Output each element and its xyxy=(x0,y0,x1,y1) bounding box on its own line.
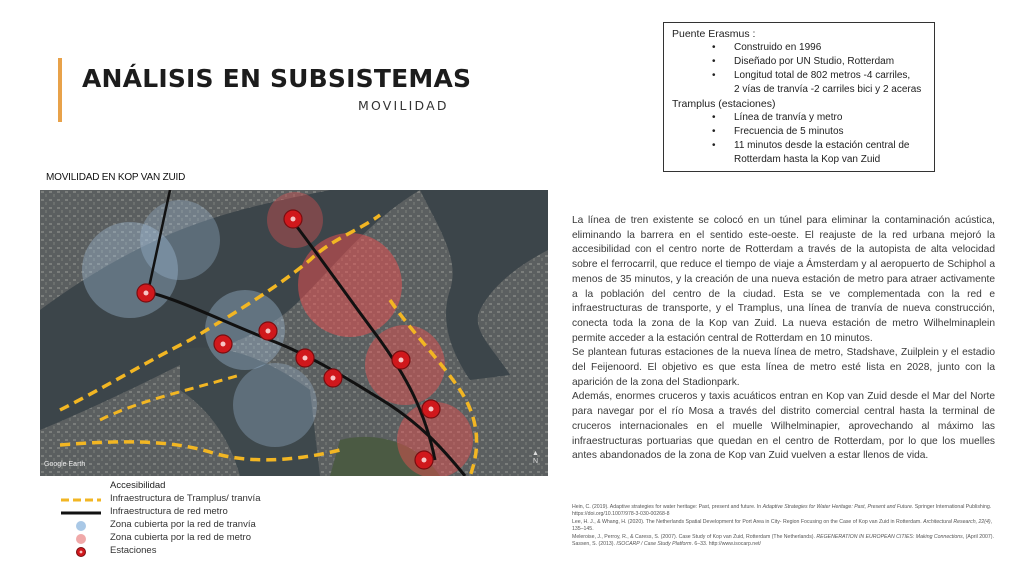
tramplus-list xyxy=(672,111,926,167)
title-accent-bar xyxy=(58,58,62,122)
station-marker-center xyxy=(144,291,149,296)
map-label: MOVILIDAD EN KOP VAN ZUID xyxy=(46,172,186,183)
aerial-map xyxy=(40,190,548,476)
station-marker-center xyxy=(331,376,336,381)
reference-item: Lee, H. J., & Whang, H. (2020). The Netherlands Spatial Development for Port Area in City- Region Focusing on the Case of Kop van Zuid in Rotterdam. Architectural Research, 22(4), 135–145. xyxy=(572,518,993,533)
body-paragraph: Además, enormes cruceros y taxis acuáticos entran en Kop van Zuid desde el Mar del Norte para navegar por el río Mosa a través del distrito comercial central hasta la terminal de cruceros internacionales en el muelle Wilhelminapier, aprovechando al máximo las infraestructuras portuarias que quedan en el centro de Rotterdam, por lo que los muelles antes abandonados de la zona de Kop van Zuid vuelven a estar llenos de vida. xyxy=(572,391,995,462)
legend-label: Zona cubierta por la red de metro xyxy=(110,532,251,543)
list-item-continuation: 2 vías de tranvía -2 carriles bici y 2 aceras xyxy=(734,84,922,95)
references xyxy=(572,504,997,548)
map-attribution: Google Earth xyxy=(44,461,86,468)
legend-label: Estaciones xyxy=(110,545,157,556)
station-marker-center xyxy=(303,356,308,361)
erasmus-list xyxy=(672,41,926,97)
body-text xyxy=(572,214,995,464)
tramplus-title: Tramplus (estaciones) xyxy=(672,98,776,110)
station-marker-center xyxy=(266,329,271,334)
list-item-continuation: Rotterdam hasta la Kop van Zuid xyxy=(734,154,881,165)
station-marker-center xyxy=(291,217,296,222)
legend-item-metro-line xyxy=(60,506,300,519)
list-item: • Frecuencia de 5 minutos xyxy=(672,125,926,139)
list-item: • Construido en 1996 xyxy=(672,41,926,55)
legend-item-stations xyxy=(60,545,300,558)
station-marker-center xyxy=(399,358,404,363)
body-paragraph: La línea de tren existente se colocó en un túnel para eliminar la contaminación acústica, eliminando la barrera en el sentido este-oeste. El reajuste de la red urbana mejoró la accesibilidad con el centro norte de Rotterdam a través de la autopista de alta velocidad sobre el ferrocarril, que reduce el tiempo de viaje a Ámsterdam y al aeropuerto de Schiphol a menos de 35 minutos, y la creación de una nueva estación de metro para atraer activamente a la población del centro de la ciudad. Esta se ve complementada con la red e infraestructuras de transporte, y el Tramplus, una línea de tranvía de nueva construcción, conecta toda la zona de la Kop van Zuid. La nueva estación de metro Wilhelminaplein permite acceder a la estación central de Rotterdam en 10 minutos. xyxy=(572,215,995,344)
legend-label: Infraestructura de Tramplus/ tranvía xyxy=(110,493,261,504)
reference-item: Meleroise, J., Perroy, R., & Caress, S. (2007). Case Study of Kop van Zuid, Rotterdam (The Netherlands). REGENERATION IN EUROPEAN CITIES: Making Connections, (April 2007). xyxy=(572,533,994,540)
page-title: ANÁLISIS EN SUBSISTEMAS xyxy=(82,64,472,93)
info-box xyxy=(663,22,935,172)
page-subtitle: MOVILIDAD xyxy=(358,98,449,113)
pink-circle-icon xyxy=(60,534,102,544)
list-item: • 11 minutos desde la estación central de xyxy=(672,139,926,153)
dashed-yellow-line-icon xyxy=(60,495,102,505)
legend-item-tram-zone xyxy=(60,519,300,532)
station-marker-center xyxy=(422,458,427,463)
legend-title: Accesibilidad xyxy=(110,480,166,491)
reference-item: Sassen, S. (2013). ISOCARP / Case Study Platform. 6–33. http://www.isocarp.net/ xyxy=(572,541,761,548)
black-line-icon xyxy=(60,508,102,518)
station-marker-center xyxy=(221,342,226,347)
legend-label: Infraestructura de red metro xyxy=(110,506,228,517)
blue-circle-icon xyxy=(60,521,102,531)
north-label: N xyxy=(532,458,538,465)
legend-item-metro-zone xyxy=(60,532,300,545)
map-svg xyxy=(40,190,548,476)
reference-item: Hein, C. (2019). Adaptive strategies for water heritage: Past, present and future. In Adaptive Strategies for Water Heritage: Past, Present and Future. Springer International Publishing. https://doi.org/10.1007/978-3-030-00268-8 xyxy=(572,504,992,518)
list-item: • Línea de tranvía y metro xyxy=(672,111,926,125)
tram-coverage-zone xyxy=(233,363,317,447)
list-item: • Longitud total de 802 metros -4 carriles, xyxy=(672,69,926,83)
erasmus-title: Puente Erasmus : xyxy=(672,28,756,40)
station-marker-center xyxy=(429,407,434,412)
legend-item-tram-line xyxy=(60,493,300,506)
red-station-marker-icon xyxy=(60,547,102,557)
list-item: • Diseñado por UN Studio, Rotterdam xyxy=(672,55,926,69)
body-paragraph: Se plantean futuras estaciones de la nueva línea de metro, Stadshave, Zuilplein y el estadio del Feijenoord. El objetivo es que esta línea de metro esté lista en 2028, junto con la aparición de la zona del Stadionpark. xyxy=(572,347,995,388)
north-arrow-icon: ▲ N xyxy=(532,450,539,465)
legend-label: Zona cubierta por la red de tranvía xyxy=(110,519,256,530)
